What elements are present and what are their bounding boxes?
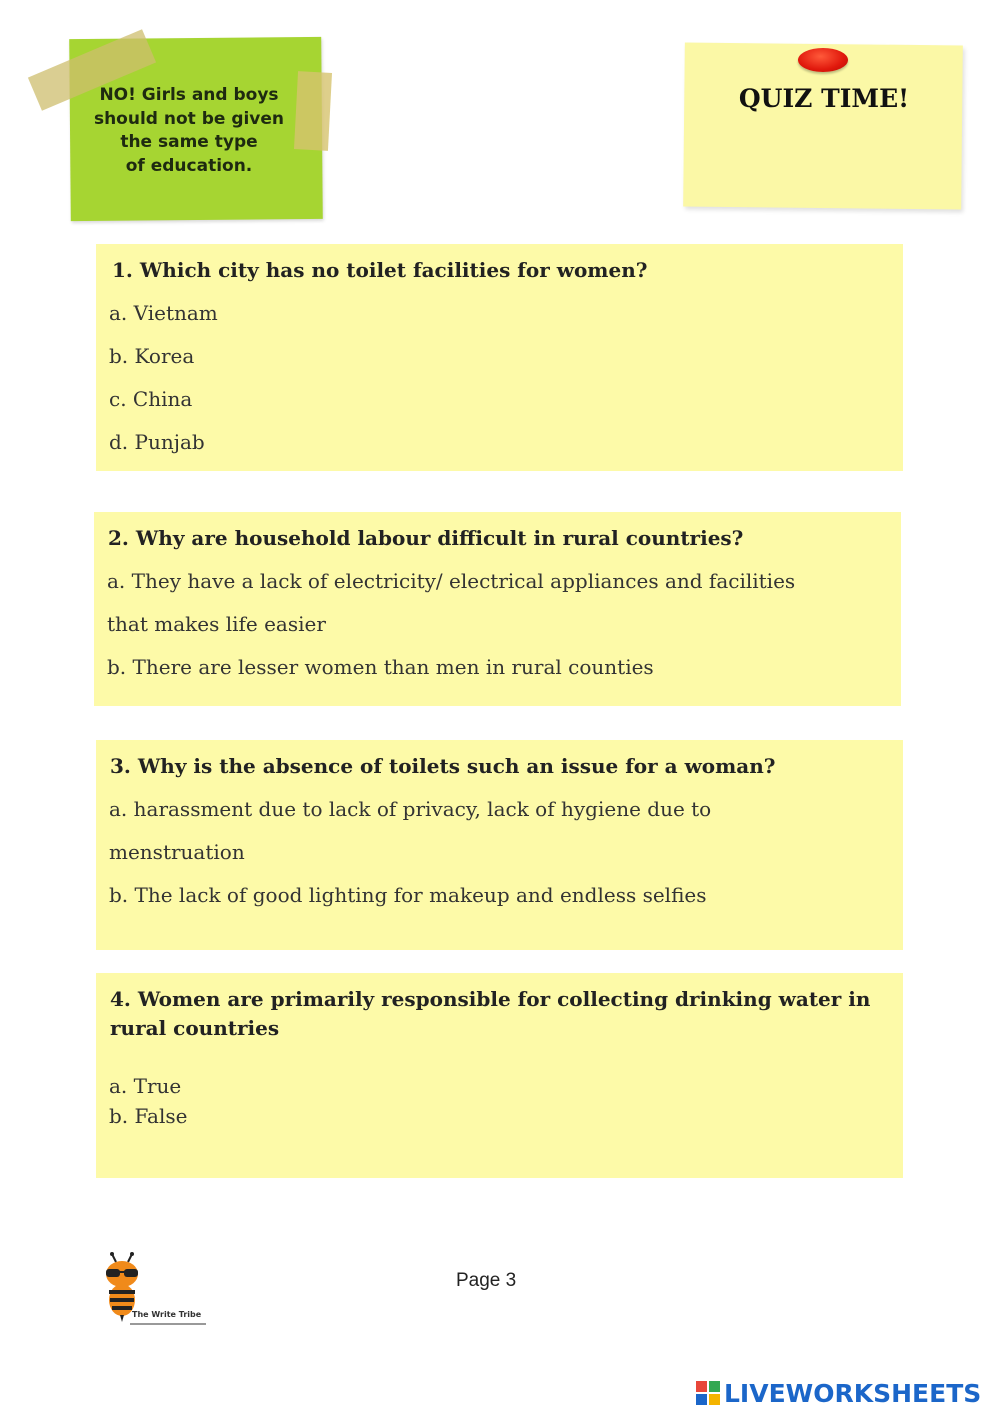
question-3-option-a[interactable]: a. harassment due to lack of privacy, lack of hygiene due to (109, 797, 712, 821)
green-note-text: NO! Girls and boys should not be given the same type of education. (93, 85, 285, 176)
question-2-option-b[interactable]: b. There are lesser women than men in rural counties (107, 655, 654, 679)
question-1-option-c[interactable]: c. China (109, 387, 193, 411)
red-pushpin-icon (798, 48, 848, 72)
quiz-title: QUIZ TIME! (738, 84, 910, 113)
question-card-4 (96, 973, 903, 1178)
liveworksheets-logo-icon (696, 1381, 720, 1405)
question-2-option-a-continued: that makes life easier (107, 612, 326, 636)
question-1-option-a[interactable]: a. Vietnam (109, 301, 218, 325)
question-card-3 (96, 740, 903, 950)
brand-caption: The Write Tribe (132, 1310, 202, 1319)
liveworksheets-watermark (696, 1376, 981, 1410)
watermark-text: LIVEWORKSHEETS (724, 1378, 982, 1408)
question-2-option-a[interactable]: a. They have a lack of electricity/ electrical appliances and facilities (107, 569, 796, 593)
question-card-1 (96, 244, 903, 471)
question-1-option-b[interactable]: b. Korea (109, 344, 195, 368)
page-number: Page 3 (456, 1270, 517, 1291)
question-2-text: 2. Why are household labour difficult in rural countries? (108, 526, 744, 550)
question-4-option-a[interactable]: a. True (109, 1074, 182, 1098)
question-4-text: 4. Women are primarily responsible for collecting drinking water in rural countries (110, 987, 871, 1040)
question-1-text: 1. Which city has no toilet facilities for women? (112, 258, 648, 282)
question-3-option-a-continued: menstruation (109, 840, 245, 864)
question-3-option-b[interactable]: b. The lack of good lighting for makeup and endless selfies (109, 883, 707, 907)
question-3-text: 3. Why is the absence of toilets such an issue for a woman? (110, 754, 776, 778)
question-card-2 (94, 512, 901, 706)
question-4-option-b[interactable]: b. False (109, 1104, 188, 1128)
question-1-option-d[interactable]: d. Punjab (109, 430, 205, 454)
